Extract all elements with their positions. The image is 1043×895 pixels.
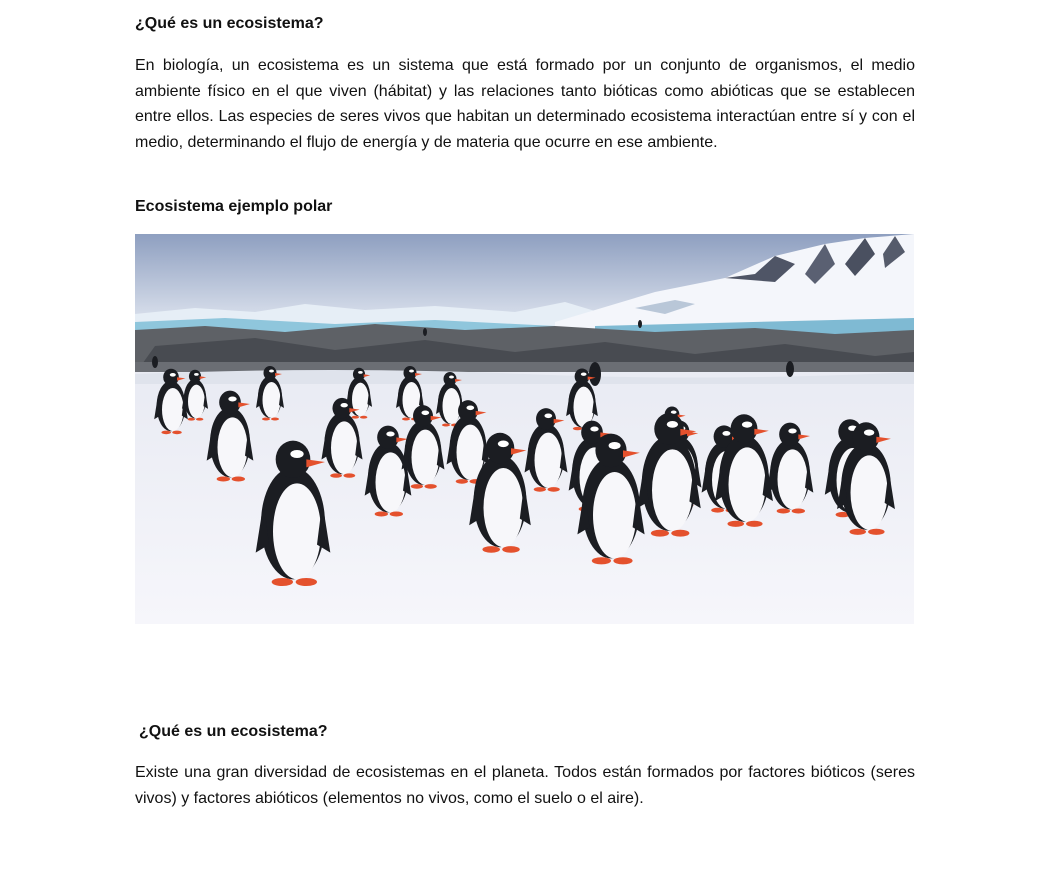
- example-title: Ecosistema ejemplo polar: [135, 198, 333, 215]
- section-paragraph: En biología, un ecosistema es un sistema que está formado por un conjunto de organismos, el medio ambiente físico en el que viven (hábitat) y las relaciones tanto bióticas como abióticas que se establecen entre ellos. Las especies de seres vivos que habitan un determinado ecosistema interactúan entre sí y con el medio, determinando el flujo de energía y de materia que ocurre en ese ambiente.: [135, 57, 915, 151]
- section-paragraph: Existe una gran diversidad de ecosistemas en el planeta. Todos están formados por factores bióticos (seres vivos) y factores abióticos (elementos no vivos, como el suelo o el aire).: [135, 764, 915, 807]
- penguin-colony-photo: [135, 234, 914, 624]
- section-title: ¿Qué es un ecosistema?: [139, 723, 328, 740]
- section-title: ¿Qué es un ecosistema?: [135, 15, 324, 32]
